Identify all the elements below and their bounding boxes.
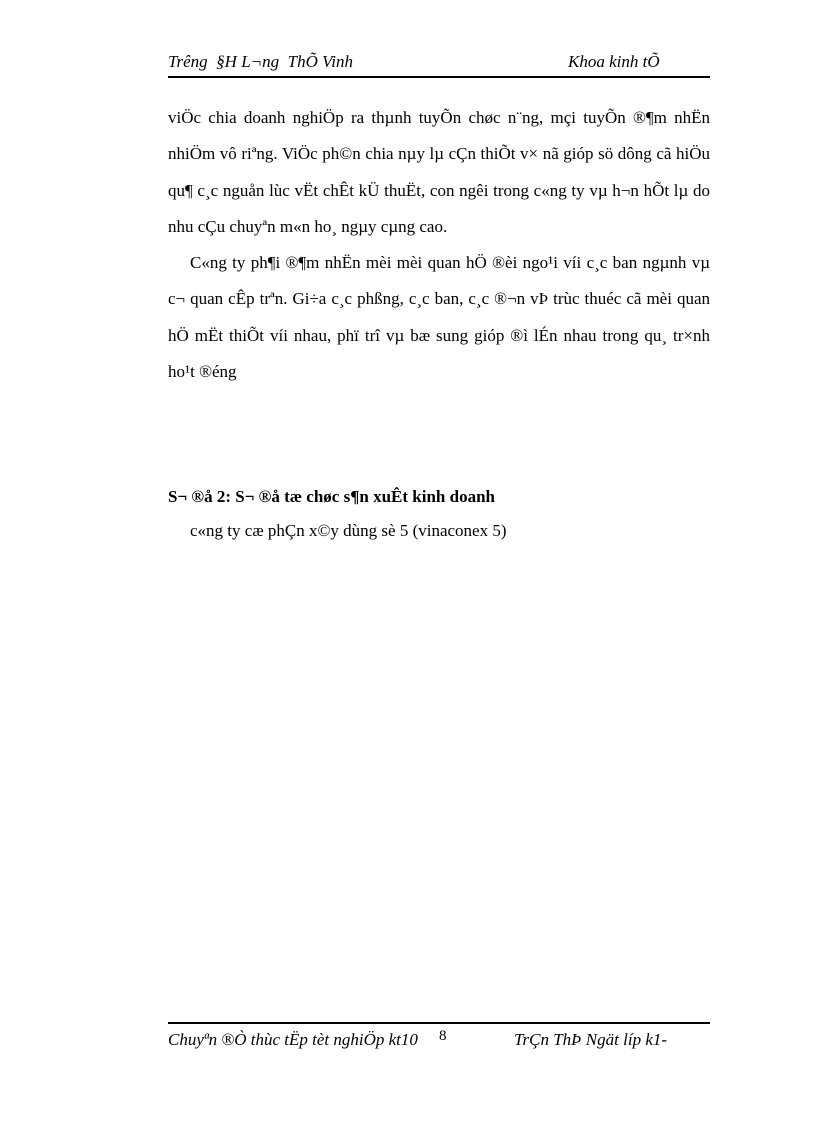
diagram-caption	[168, 480, 710, 548]
paragraph-1: viÖc chia doanh nghiÖp ra thµnh tuyÕn chøc n¨ng, mçi tuyÕn ®¶m nhËn nhiÖm vô riªng. ViÖc ph©n chia nµy lµ cÇn thiÕt v× nã gióp sö dông cã hiÖu qu¶ c¸c nguån lùc vËt chÊt kÜ thuËt, con ngêi trong c«ng ty vµ h¬n hÕt lµ do nhu cÇu chuyªn m«n ho¸ ngµy cµng cao.	[168, 108, 710, 236]
diagram-caption-subtitle: c«ng ty cæ phÇn x©y dùng sè 5 (vinaconex 5)	[190, 521, 507, 540]
header-faculty-name: Khoa kinh tÕ	[568, 52, 660, 71]
footer-divider	[168, 1022, 710, 1024]
body-text	[168, 100, 710, 390]
diagram-caption-title: S¬ ®å 2: S¬ ®å tæ chøc s¶n xuÊt kinh doanh	[168, 487, 495, 506]
header-school-name: Trêng §H L¬ng ThÕ Vinh	[168, 52, 353, 71]
page-header	[168, 52, 710, 78]
page-number: 8	[439, 1028, 447, 1044]
footer-document-title: Chuyªn ®Ò thùc tËp tèt nghiÖp kt10	[168, 1030, 418, 1049]
paragraph-2: C«ng ty ph¶i ®¶m nhËn mèi mèi quan hÖ ®èi ngo¹i víi c¸c ban ngµnh vµ c¬ quan cÊp trªn. Gi÷a c¸c phßng, c¸c ban, c¸c ®¬n vÞ trùc thuéc cã mèi quan hÖ mËt thiÕt víi nhau, phï trî vµ bæ sung gióp ®ì lÉn nhau trong qu¸ tr×nh ho¹t ®éng	[168, 253, 710, 382]
footer-author: TrÇn ThÞ Ngät líp k1-	[514, 1030, 668, 1049]
